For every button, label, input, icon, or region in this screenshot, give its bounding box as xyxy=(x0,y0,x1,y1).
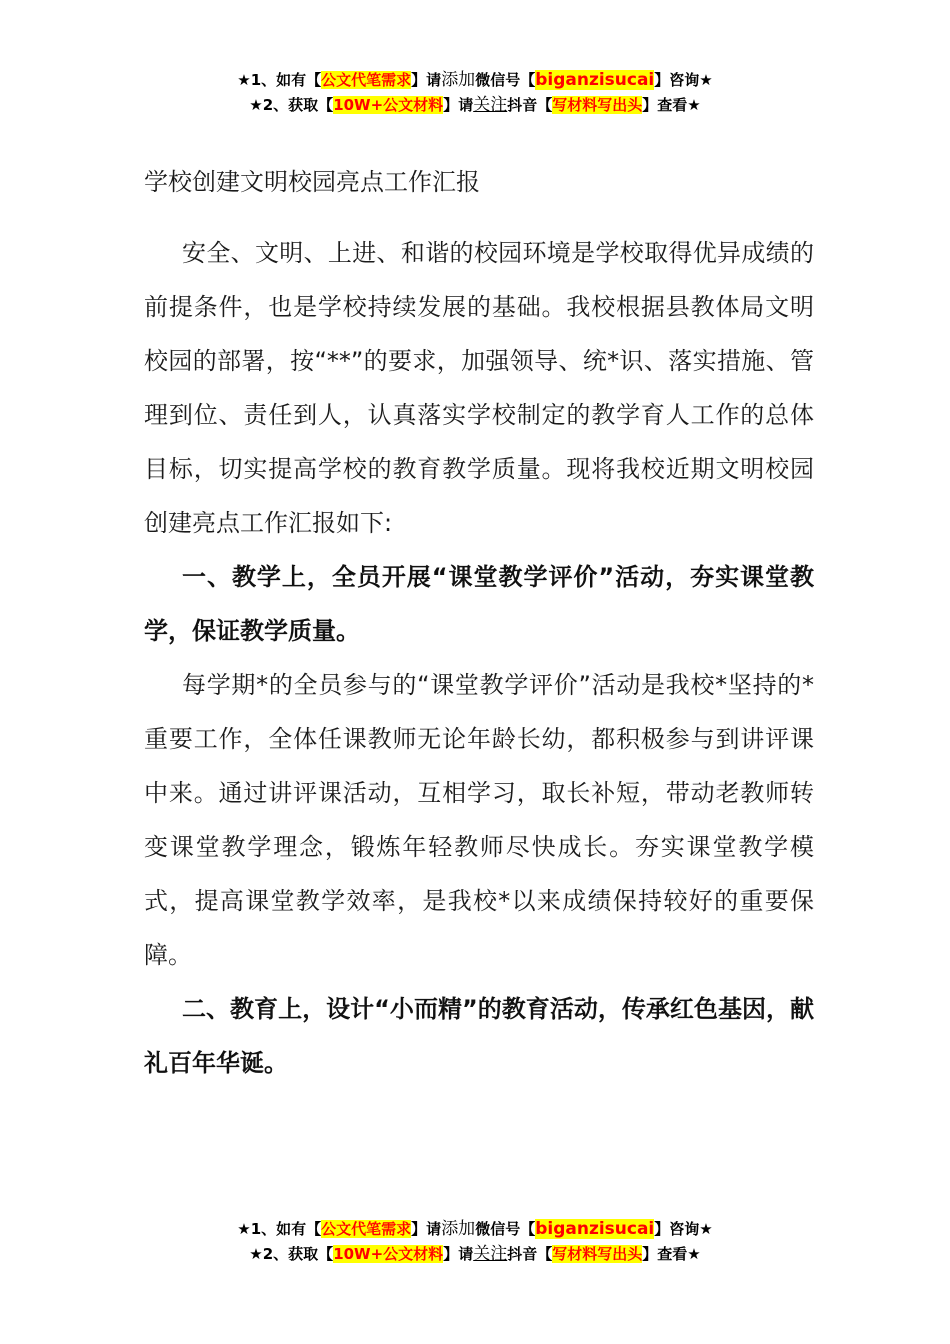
highlight-materials: 10W+公文材料 xyxy=(333,1245,444,1263)
section-heading-1: 一、教学上，全员开展“课堂教学评价”活动，夯实课堂教学，保证教学质量。 xyxy=(144,563,814,645)
highlight-wechat-id: biganzisucai xyxy=(535,70,655,90)
paragraph-intro: 安全、文明、上进、和谐的校园环境是学校取得优异成绩的前提条件，也是学校持续发展的基础。我校根据县教体局文明校园的部署，按“**”的要求，加强领导、统*识、落实措施、管理到位、责任到人，认真落实学校制定的教学育人工作的总体目标，切实提高学校的教育教学质量。现将我校近期文明校园创建亮点工作汇报如下: xyxy=(144,239,814,537)
section-heading-2: 二、教育上，设计“小而精”的教育活动，传承红色基因，献礼百年华诞。 xyxy=(144,995,814,1077)
paragraph-teaching: 每学期*的全员参与的“课堂教学评价”活动是我校*坚持的*重要工作，全体任课教师无论年龄长幼，都积极参与到讲评课中来。通过讲评课活动，互相学习，取长补短，带动老教师转变课堂教学理念，锻炼年轻教师尽快成长。夯实课堂教学模式，提高课堂教学效率，是我校*以来成绩保持较好的重要保障。 xyxy=(144,671,814,969)
highlight-service: 公文代笔需求 xyxy=(321,1220,412,1238)
header-promo-banner xyxy=(0,68,950,118)
promo-line-1: ★1、如有【公文代笔需求】请添加微信号【biganzisucai】咨询★ xyxy=(237,70,713,90)
promo-line-1: ★1、如有【公文代笔需求】请添加微信号【biganzisucai】咨询★ xyxy=(237,1219,713,1239)
promo-line-2: ★2、获取【10W+公文材料】请关注抖音【写材料写出头】查看★ xyxy=(249,1244,701,1264)
highlight-service: 公文代笔需求 xyxy=(321,71,412,89)
highlight-materials: 10W+公文材料 xyxy=(333,96,444,114)
document-title: 学校创建文明校园亮点工作汇报 xyxy=(144,168,480,196)
promo-line-2: ★2、获取【10W+公文材料】请关注抖音【写材料写出头】查看★ xyxy=(249,95,701,115)
highlight-douyin: 写材料写出头 xyxy=(552,1245,643,1263)
highlight-wechat-id: biganzisucai xyxy=(535,1219,655,1239)
footer-promo-banner xyxy=(0,1217,950,1267)
highlight-douyin: 写材料写出头 xyxy=(552,96,643,114)
document-body xyxy=(144,160,814,1090)
